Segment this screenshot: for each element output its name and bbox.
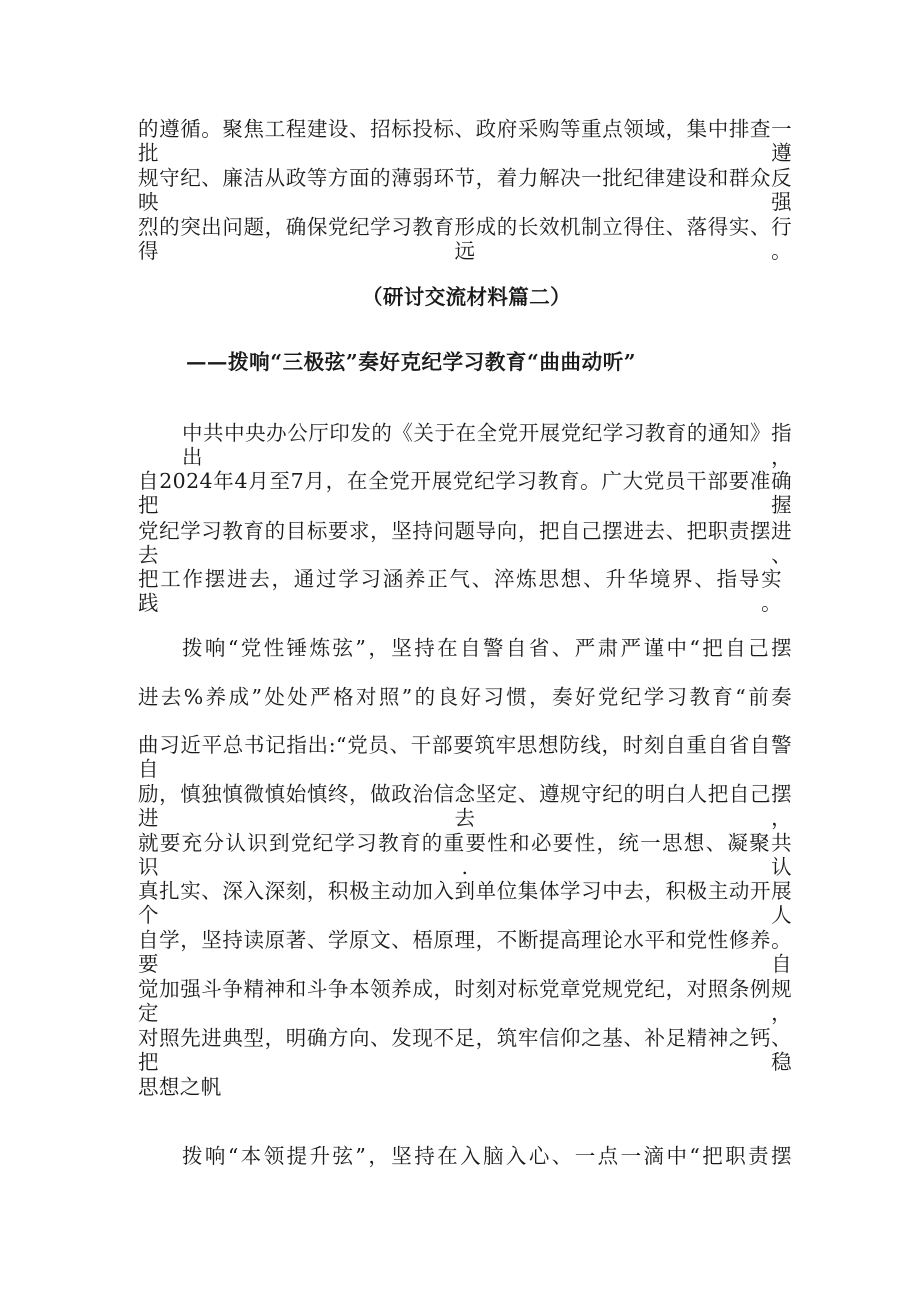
intro-line-2: 规守纪、廉洁从政等方面的薄弱环节，着力解决一批纪律建设和群众反映强 xyxy=(138,166,792,214)
paragraph-1-line-3: 党纪学习教育的目标要求，坚持问题导向，把自己摆进去、把职责摆进去、 xyxy=(138,519,792,567)
intro-line-1: 的遵循。聚焦工程建设、招标投标、政府采购等重点领域，集中排查一批遵 xyxy=(138,117,792,165)
intro-line-3: 烈的突出问题，确保党纪学习教育形成的长效机制立得住、落得实、行得远。 xyxy=(138,215,792,263)
paragraph-2-line-3: 曲习近平总书记指出:“党员、干部要筑牢思想防线，时刻自重自省自警自 xyxy=(138,733,792,781)
paragraph-2-line-6: 真扎实、深入深刻，积极主动加入到单位集体学习中去，积极主动开展个人 xyxy=(138,879,792,927)
paragraph-2-line-2: 进去%养成”处处严格对照”的良好习惯，奏好党纪学习教育“前奏 xyxy=(138,685,792,709)
paragraph-2-line-7: 自学，坚持读原著、学原文、梧原理，不断提高理论水平和党性修养。要自 xyxy=(138,928,792,976)
paragraph-2-line-8: 觉加强斗争精神和斗争本领养成，时刻对标党章党规党纪，对照条例规定， xyxy=(138,977,792,1025)
paragraph-2-line-1: 拨响“党性锤炼弦”，坚持在自警自省、严肃严谨中“把自己摆 xyxy=(182,636,792,660)
paragraph-1-line-4: 把工作摆进去，通过学习涵养正气、淬炼思想、升华境界、指导实践。 xyxy=(138,567,782,615)
paragraph-3-line-1: 拨响“本领提升弦”，坚持在入脑入心、一点一滴中“把职责摆 xyxy=(182,1144,792,1168)
section-title: （研讨交流材料篇二） xyxy=(362,285,571,309)
paragraph-1-line-1: 中共中央办公厅印发的《关于在全党开展党纪学习教育的通知》指出， xyxy=(182,421,792,469)
paragraph-1-line-2: 自2024年4月至7月，在全党开展党纪学习教育。广大党员干部要准确把握 xyxy=(138,469,792,517)
subtitle: ——拨响“三极弦”奏好克纪学习教育“曲曲动听” xyxy=(186,350,636,374)
paragraph-2-line-10: 思想之帆 xyxy=(138,1075,222,1099)
paragraph-2-line-4: 励，慎独慎微慎始慎终，做政治信念坚定、遵规守纪的明白人把自己摆进去， xyxy=(138,782,792,830)
paragraph-2-line-5: 就要充分认识到党纪学习教育的重要性和必要性，统一思想、凝聚共识.认 xyxy=(138,831,792,879)
paragraph-2-line-9: 对照先进典型，明确方向、发现不足，筑牢信仰之基、补足精神之钙、把稳 xyxy=(138,1026,792,1074)
